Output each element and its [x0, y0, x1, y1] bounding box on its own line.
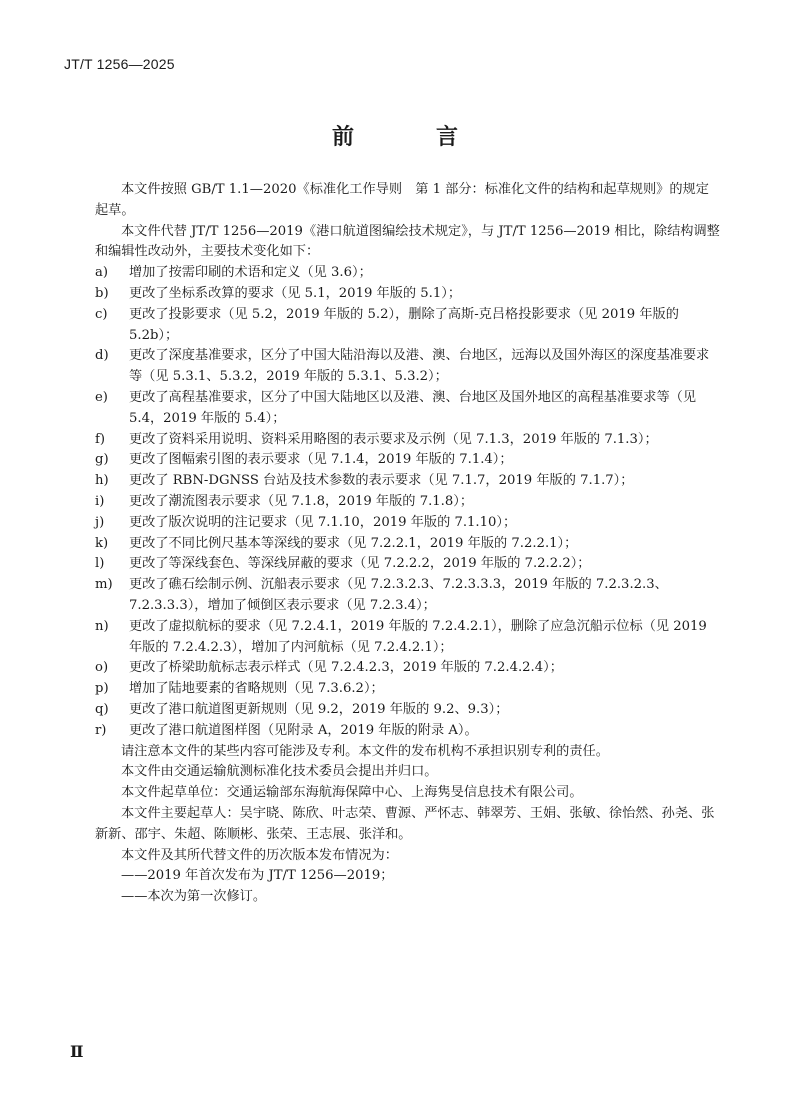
item-text: 更改了桥梁助航标志表示样式（见 7.2.4.2.3，2019 年版的 7.2.4.2.4）；: [129, 660, 563, 676]
list-item: [95, 492, 720, 513]
list-item: [95, 617, 720, 659]
item-text: 更改了图幅索引图的表示要求（见 7.1.4，2019 年版的 7.1.4）；: [129, 452, 513, 468]
item-label: n): [95, 618, 109, 634]
list-item: [95, 554, 720, 575]
item-label: o): [95, 660, 109, 676]
drafting-units-paragraph: 本文件起草单位：交通运输部东海航海保障中心、上海隽旻信息技术有限公司。: [121, 785, 583, 801]
list-item: [95, 534, 720, 555]
item-label: p): [95, 681, 109, 697]
item-text: 增加了按需印刷的术语和定义（见 3.6）；: [129, 265, 372, 281]
item-text: 更改了坐标系改算的要求（见 5.1，2019 年版的 5.1）；: [129, 285, 462, 301]
item-text: 更改了资料采用说明、资料采用略图的表示要求及示例（见 7.1.3，2019 年版的 7.1.3）；: [129, 431, 658, 447]
item-text: 更改了礁石绘制示例、沉船表示要求（见 7.2.3.2.3、7.2.3.3.3，2019 年版的 7.2.3.2.3、7.2.3.3.3），增加了倾倒区表示要求（见 7.2.3.4）；: [129, 577, 668, 613]
item-text: 更改了虚拟航标的要求（见 7.2.4.1，2019 年版的 7.2.4.2.1），删除了应急沉船示位标（见 2019 年版的 7.2.4.2.3），增加了内河航标（见 7.2.4.2.1）；: [129, 618, 707, 655]
list-item: [95, 388, 720, 430]
intro-paragraph: 本文件代替 JT/T 1256—2019《港口航道图编绘技术规定》，与 JT/T 1256—2019 相比，除结构调整和编辑性改动外，主要技术变化如下：: [95, 223, 720, 260]
page-number: Ⅱ: [70, 1042, 84, 1061]
list-item: [95, 450, 720, 471]
patent-notice: 请注意本文件的某些内容可能涉及专利。本文件的发布机构不承担识别专利的责任。: [121, 743, 609, 759]
item-label: b): [95, 285, 109, 301]
item-text: 更改了等深线套色、等深线屏蔽的要求（见 7.2.2.2，2019 年版的 7.2.2.2）；: [129, 556, 591, 572]
list-item: [95, 679, 720, 700]
item-text: 增加了陆地要素的省略规则（见 7.3.6.2）；: [129, 681, 384, 697]
history-heading: 本文件及其所代替文件的历次版本发布情况为：: [121, 847, 398, 863]
item-text: 更改了潮流图表示要求（见 7.1.8，2019 年版的 7.1.8）；: [129, 493, 474, 509]
list-item: [95, 700, 720, 721]
item-text: 更改了深度基准要求，区分了中国大陆沿海以及港、澳、台地区，远海以及国外海区的深度基准要求等（见 5.3.1、5.3.2，2019 年版的 5.3.1、5.3.2）；: [129, 348, 710, 385]
document-body: [95, 180, 720, 908]
list-item: [95, 513, 720, 534]
item-text: 更改了 RBN-DGNSS 台站及技术参数的表示要求（见 7.1.7，2019 年版的 7.1.7）；: [129, 473, 634, 489]
item-label: r): [95, 722, 107, 738]
proposer-paragraph: 本文件由交通运输航测标准化技术委员会提出并归口。: [121, 764, 438, 780]
item-text: 更改了版次说明的注记要求（见 7.1.10，2019 年版的 7.1.10）；: [129, 514, 517, 530]
item-label: i): [95, 493, 105, 509]
item-text: 更改了港口航道图样图（见附录 A，2019 年版的附录 A）。: [129, 722, 478, 738]
item-label: a): [95, 265, 109, 281]
item-label: l): [95, 556, 105, 572]
item-label: c): [95, 306, 108, 322]
item-label: m): [95, 577, 113, 593]
changes-list: [95, 263, 720, 741]
item-text: 更改了投影要求（见 5.2，2019 年版的 5.2），删除了高斯-克吕格投影要求（见 2019 年版的 5.2b）；: [129, 306, 679, 343]
list-item: [95, 284, 720, 305]
standard-code: JT/T 1256—2025: [64, 56, 175, 72]
history-item: ——本次为第一次修订。: [121, 889, 267, 905]
item-text: 更改了港口航道图更新规则（见 9.2，2019 年版的 9.2、9.3）；: [129, 701, 509, 717]
item-label: f): [95, 431, 106, 447]
list-item: [95, 263, 720, 284]
history-item: ——2019 年首次发布为 JT/T 1256—2019；: [121, 868, 394, 884]
item-text: 更改了不同比例尺基本等深线的要求（见 7.2.2.1，2019 年版的 7.2.2.1）；: [129, 535, 578, 551]
list-item: [95, 346, 720, 388]
page-title: 前 言: [331, 124, 488, 150]
list-item: [95, 658, 720, 679]
item-text: 更改了高程基准要求，区分了中国大陆地区以及港、澳、台地区及国外地区的高程基准要求等（见 5.4，2019 年版的 5.4）；: [129, 389, 697, 426]
item-label: j): [95, 514, 105, 530]
list-item: [95, 471, 720, 492]
item-label: k): [95, 535, 109, 551]
item-label: g): [95, 452, 109, 468]
list-item: [95, 575, 720, 617]
list-item: [95, 721, 720, 742]
item-label: h): [95, 473, 109, 489]
item-label: d): [95, 348, 109, 364]
item-label: e): [95, 389, 108, 405]
drafters-paragraph: 本文件主要起草人：吴宇晓、陈欣、叶志荣、曹源、严怀志、韩翠芳、王娟、张敏、徐怡然、孙尧、张新新、邵宇、朱超、陈顺彬、张荣、王志展、张洋和。: [95, 805, 715, 842]
intro-paragraph: 本文件按照 GB/T 1.1—2020《标准化工作导则 第 1 部分：标准化文件的结构和起草规则》的规定起草。: [95, 182, 709, 218]
list-item: [95, 430, 720, 451]
list-item: [95, 305, 720, 347]
item-label: q): [95, 701, 109, 717]
